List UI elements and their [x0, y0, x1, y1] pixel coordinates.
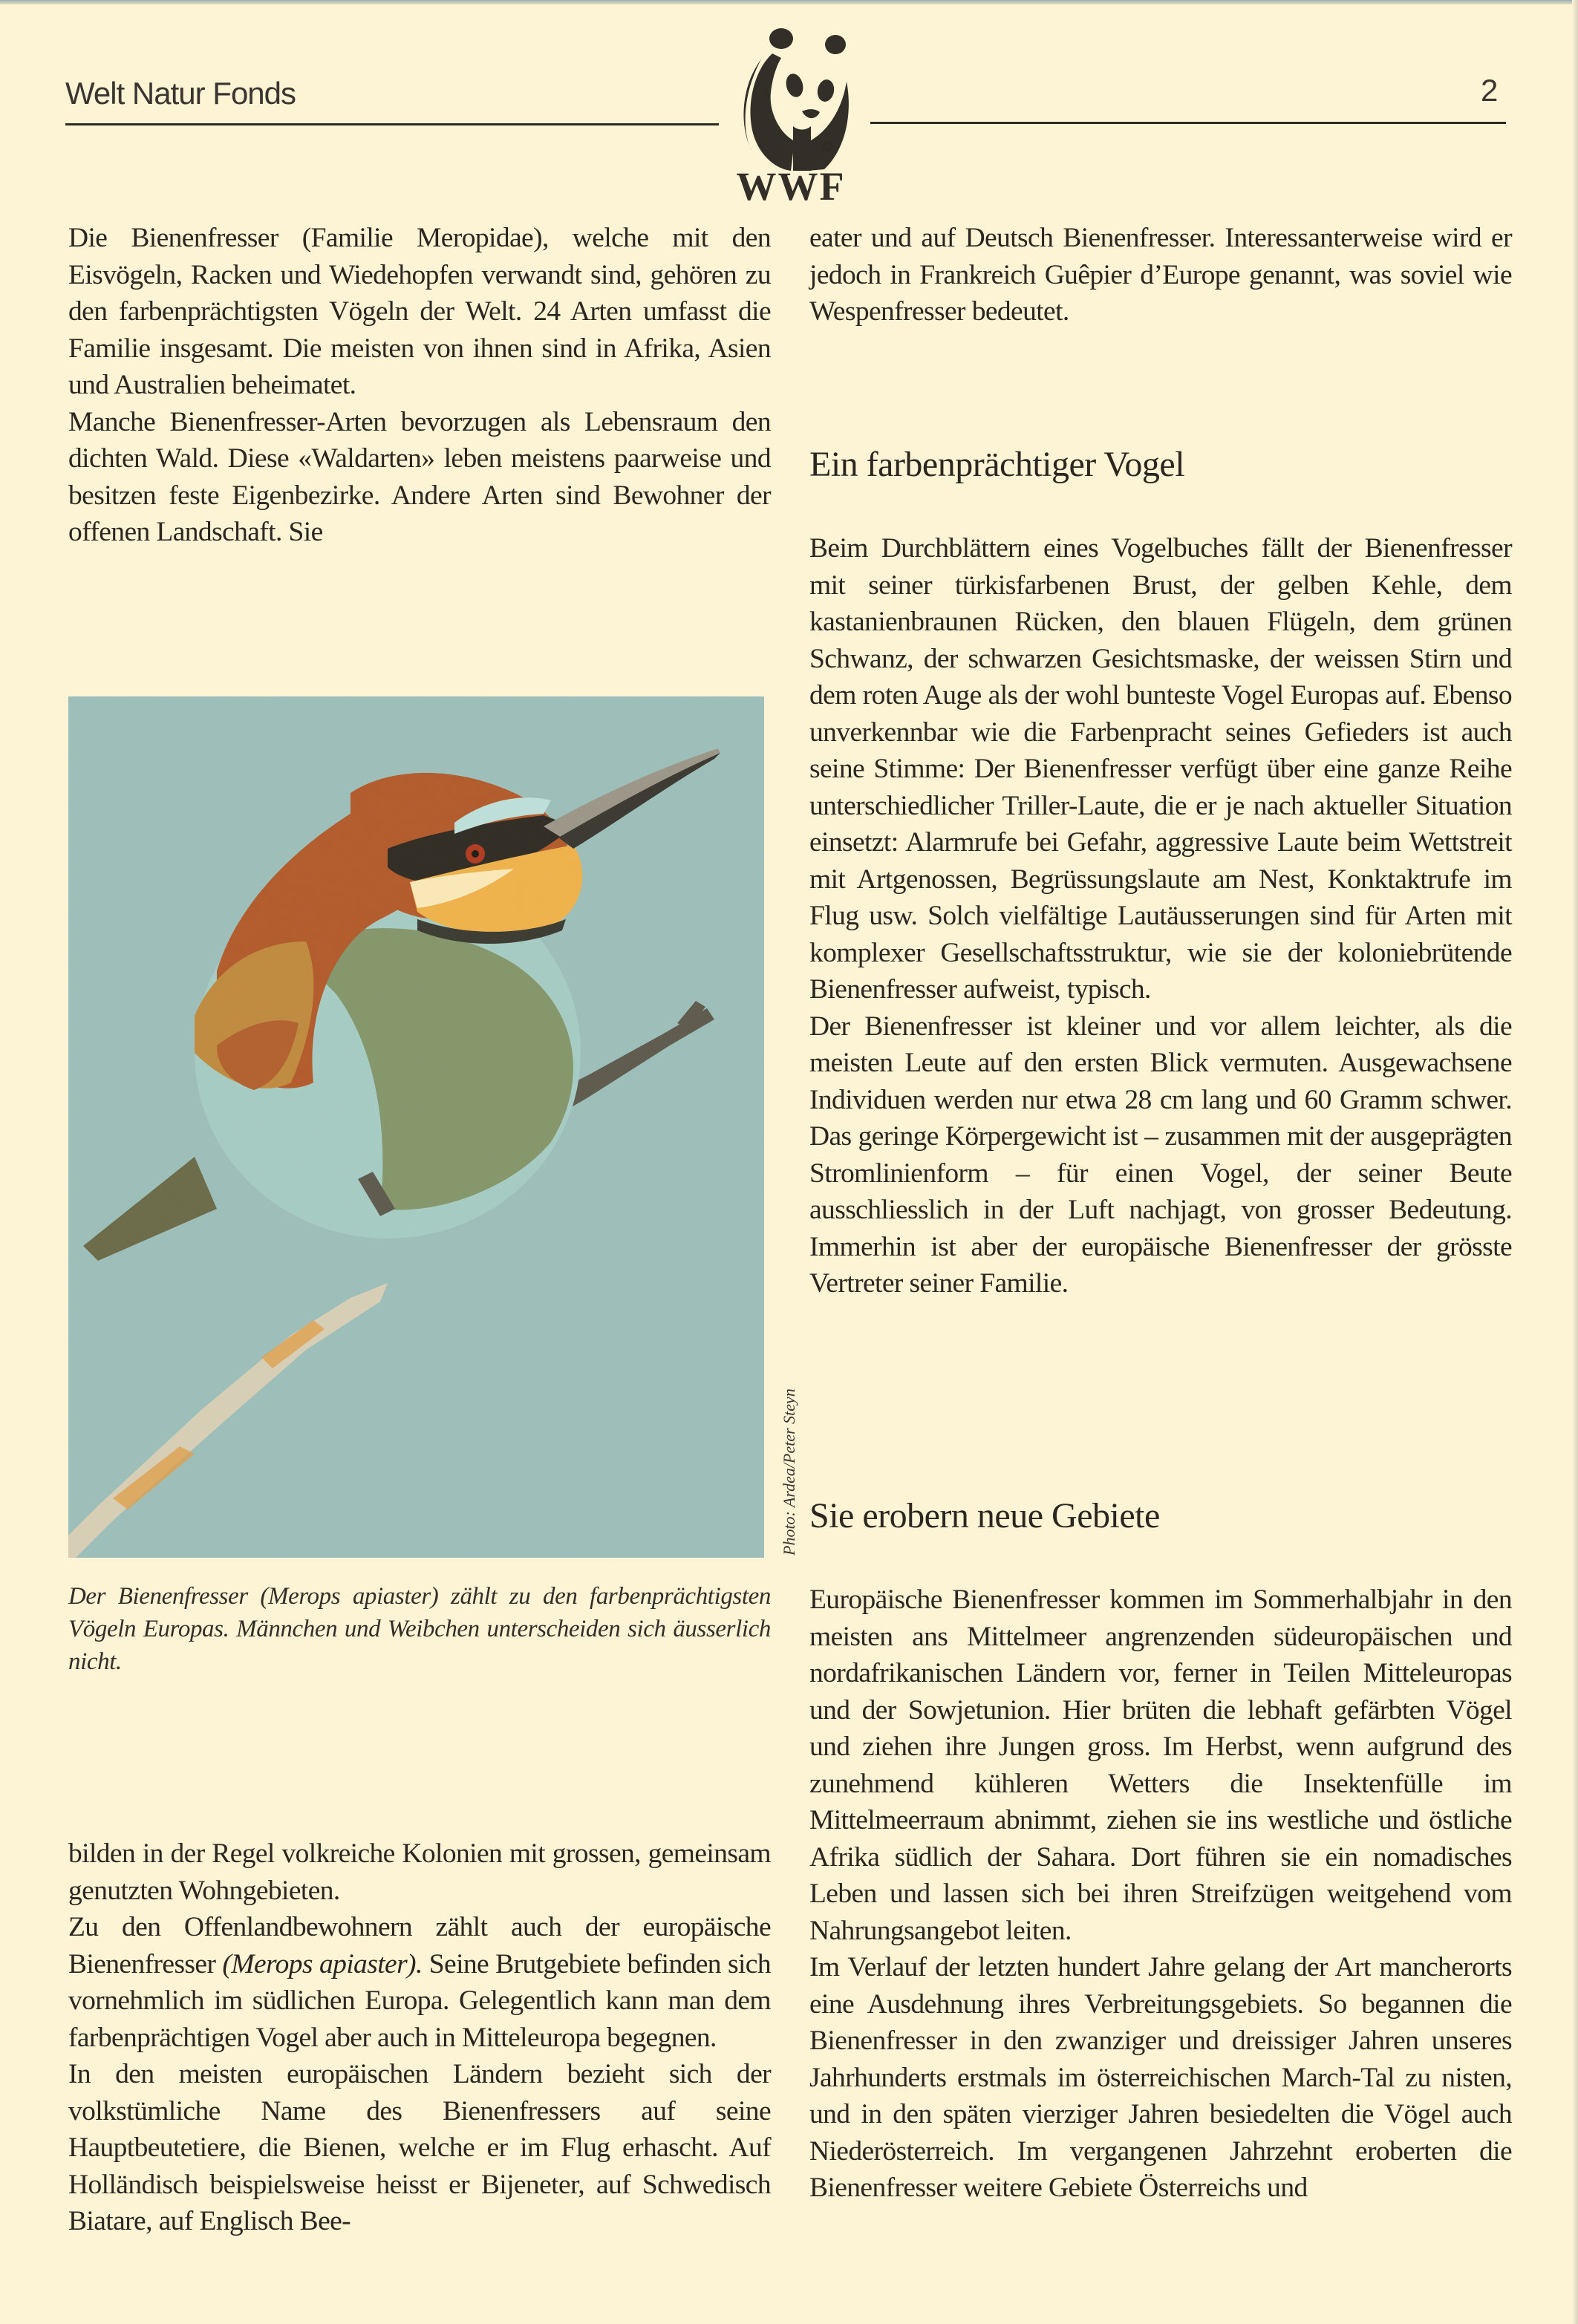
- paragraph: Manche Bienenfresser-Arten bevorzugen als Lebensraum den dichten Wald. Diese «Waldarten» leben meistens paarweise und besitzen feste Eigenbezirke. Andere Arten sind Bewohner der offenen Landschaft. Sie: [68, 406, 771, 547]
- bee-eater-illustration: [68, 696, 764, 1558]
- left-column-top: [68, 220, 771, 551]
- header-rule-left: [65, 123, 719, 125]
- section-new-territories: [809, 1494, 1512, 2207]
- text-run: Zu den Offenlandbewohnern zählt auch der europäische Bienenfresser: [68, 1912, 771, 1979]
- copyright-mark: ©: [823, 140, 833, 154]
- photo-caption: Der Bienenfresser (Merops apiaster) zählt zu den farbenprächtigsten Vögeln Europas. Männchen und Weibchen unterscheiden sich äusserlich nicht.: [68, 1583, 771, 1675]
- paragraph: Beim Durchblättern eines Vogelbuches fällt der Bienenfresser mit seiner türkisfarbenen Brust, der gelben Kehle, dem kastanienbraunen Rücken, den blauen Flügeln, dem grünen Schwanz, der schwarzen Gesichtsmaske, der weissen Stirn und dem roten Auge als der wohl bunteste Vogel Europas auf. Ebenso unverkennbar wie die Farbenpracht seines Gefieders ist auch seine Stimme: Der Bienenfresser verfügt über eine ganze Reihe unterschiedlicher Triller-Laute, die er je nach aktueller Situation einsetzt: Alarmrufe bei Gefahr, aggressive Laute beim Wettstreit mit Artgenossen, Begrüssungslaute am Nest, Konktaktrufe im Flug usw. Solch vielfältige Lautäusserungen sind für Arten mit komplexer Gesellschaftsstruktur, wie sie der koloniebrütende Bienenfresser aufweist, typisch.: [809, 533, 1512, 1005]
- section-heading: Sie erobern neue Gebiete: [809, 1496, 1160, 1535]
- paragraph: [68, 1909, 771, 2056]
- paragraph: bilden in der Regel volkreiche Kolonien mit grossen, gemeinsam genutzten Wohngebieten.: [68, 1838, 771, 1906]
- right-column-top: [809, 220, 1512, 330]
- paragraph: In den meisten europäischen Ländern bezieht sich der volkstümliche Name des Bienenfressers auf seine Hauptbeutetiere, die Bienen, welche er im Flug erhascht. Auf Holländisch beispielsweise heisst er Bijeneter, auf Schwedisch Biatare, auf Englisch Bee-: [68, 2059, 771, 2236]
- paragraph: Der Bienenfresser ist kleiner und vor allem leichter, als die meisten Leute auf den ersten Blick vermuten. Ausgewachsene Individuen werden nur etwa 28 cm lang und 60 Gramm schwer. Das geringe Körpergewicht ist – zusammen mit der ausgeprägten Stromlinienform – für einen Vogel, der seiner Beute ausschliesslich in der Luft nachjagt, von grosser Bedeutung. Immerhin ist aber der europäische Bienenfresser der grösste Vertreter seiner Familie.: [809, 1011, 1512, 1299]
- photo-credit: Photo: Ardea/Peter Steyn: [780, 1388, 798, 1556]
- paragraph: Europäische Bienenfresser kommen im Sommerhalbjahr in den meisten ans Mittelmeer angrenzenden südeuropäischen und nordafrikanischen Ländern vor, ferner in Teilen Mitteleuropas und der Sowjetunion. Hier brüten die lebhaft gefärbten Vögel und ziehen ihre Jungen gross. Im Herbst, wenn aufgrund des zunehmend kühleren Wetters die Insektenfülle im Mittelmeerraum abnimmt, ziehen sie ins westliche und östliche Afrika südlich der Sahara. Dort führen sie ein nomadisches Leben und lassen sich bei ihren Streifzügen weitgehend vom Nahrungsangebot leiten.: [809, 1584, 1512, 1946]
- bee-eater-photo: [68, 696, 764, 1558]
- wwf-logo: [728, 22, 854, 209]
- scan-edge-right: [1572, 0, 1578, 2324]
- header-title: Welt Natur Fonds: [65, 76, 296, 111]
- section-heading: Ein farbenprächtiger Vogel: [809, 445, 1185, 484]
- wwf-wordmark: WWF: [736, 164, 846, 209]
- scientific-name: (Merops apiaster).: [222, 1948, 423, 1979]
- left-column-bottom: [68, 1835, 771, 2240]
- page-number: 2: [1481, 73, 1499, 108]
- text-run: Seine Brutgebiete befinden sich vornehmlich im südlichen Europa. Gelegentlich kann man dem farbenprächtigen Vogel aber auch in Mitteleuropa begegnen.: [68, 1948, 772, 2053]
- scan-edge: [0, 0, 1578, 4]
- panda-icon: [728, 22, 854, 174]
- header-rule-right: [870, 122, 1506, 124]
- paragraph: Die Bienenfresser (Familie Meropidae), welche mit den Eisvögeln, Racken und Wiedehopfen verwandt sind, gehören zu den farbenprächtigsten Vögeln der Welt. 24 Arten umfasst die Familie insgesamt. Die meisten von ihnen sind in Afrika, Asien und Australien beheimatet.: [68, 223, 771, 400]
- paragraph: eater und auf Deutsch Bienenfresser. Interessanterweise wird er jedoch in Frankreich Guêpier d’Europe genannt, was soviel wie Wespenfresser bedeutet.: [809, 223, 1512, 327]
- paragraph: Im Verlauf der letzten hundert Jahre gelang der Art mancherorts eine Ausdehnung ihres Verbreitungsgebiets. So begannen die Bienenfresser in den zwanziger und dreissiger Jahren unseres Jahrhunderts erstmals im österreichischen March-Tal zu nisten, und in den späten vierziger Jahren besiedelten die Vögel auch Niederösterreich. Im vergangenen Jahrzehnt eroberten die Bienenfresser weitere Gebiete Österreichs und: [809, 1952, 1512, 2203]
- section-colourful-bird: [809, 443, 1512, 1302]
